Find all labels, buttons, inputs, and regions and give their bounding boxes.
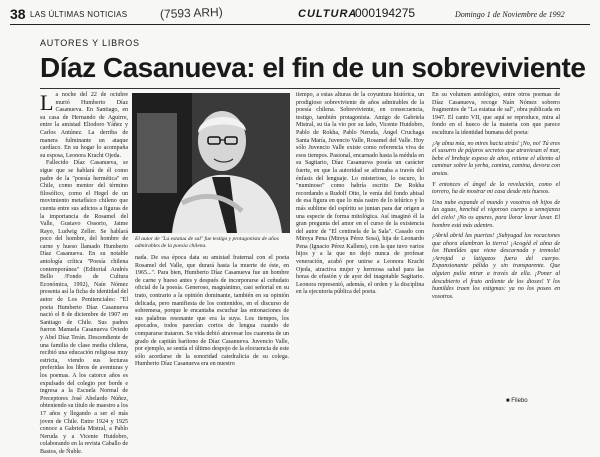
article-column-5: [432, 92, 560, 392]
archive-stamp: (7593 ARH): [159, 4, 223, 22]
author-credit: ■ Filebo: [506, 398, 528, 404]
poem-stanza: Una nube expande el mundo y vosotros oh hijos de las aguas, henchid el vigoroso cuerpo a semejanza del cielo! ¡No os apures, para llorar lavar lavar. El hombre está más adentro.: [432, 199, 560, 229]
paragraph: En su volumen antológico, entre otros poemas de Díaz Casanueva, recoge Naín Nómez sobrero fragmentos de "La estatua de sal", obra publicada en 1947. El canto VII, que aquí se reproduce, mira al fondo en el hueco de la materia con que parece escultura la identidad humana del poeta:: [432, 92, 560, 136]
drop-cap: L: [40, 90, 54, 115]
photo-caption: El autor de "La estatua de sal" fue testigo y protagonista de años admirables de la poesía chilena.: [135, 236, 279, 249]
portrait-illustration: [132, 93, 290, 233]
paragraph: Fallecido Díaz Casanueva, se sigue que se hablará de él como padre de la "poesía hermética" en Chile, como mentor del término filosófico, como el Hegel de un movimiento metafísico chileno que cuenta entre sus adictos a figuras de la importancia de Rosamel del Valle, Gustavo Ossorio, Jaime Rayo, Ludwig Zeller. Se hablará poco del hombre, del hombre de carne y hueso llamado Humberto Díaz Casanueva. En su notable antología crítica "Poesía chilena contemporánea" (Editorial Andrés Bello /Fondo de Cultura Económica, 1992), Naín Nómez presenta así la ficha de identidad del autor de Los Penitenciales: "El poeta Humberto Díaz Casanueva nació el 8 de diciembre de 1907 en Santiago de Chile. Sus padres fueron Manuela Casanueva Oviedo y Abel Díaz Terán. Descendiente de una familia de clase media chilena, recibió una educación religiosa muy estricta, viendo sus lecturas preferidas los libros de aventuras y los poemas. A los catorce años es expulsado del colegio por borde e ingresa a la Escuela Normal de Preceptores José Abelardo Núñez, obteniendo su título de maestro a los 17 años y llegando a ser el más joven de Chile. Entre 1924 y 1925 conoce a Gabriela Mistral, a Pablo Neruda y a Vicente Huidobro, colaborando en la revista Caballo de Bastos, de Ñuble.: [40, 160, 128, 455]
poem-stanza: ¡Abrid abrid las puertas! ¡Subyugad las vocaciones que ahora alumbran la tierra! ¡Acogéd el alma de los Humildes que viene descarnada y tremola! ¡Arrojad a latigazos fuera del cuerpo. Expansionante pálida y sin transparente. Que alguien pulía mirar a través de ella. ¡Poner al descubierto el fruto ardiente de los dioses! Y los humildes traen los estigmas: ya no los poseo en vosotros.: [432, 233, 560, 300]
article-kicker: AUTORES Y LIBROS: [40, 38, 140, 48]
article-column-1: [40, 90, 128, 455]
section-title: CULTURA: [298, 8, 358, 20]
archive-code: 000194275: [355, 6, 416, 20]
headline-rule: [40, 88, 560, 89]
poem-stanza: ¡Ay alma mía, no mires hacia atrás! ¡No, no! Tú eres el susurro de pájaros secretos que atraviesan el mar, bebe el brebaje espeso de años, retiene el aliento al caminar sobre la yerba, camina, camina, devora con ansias.: [432, 140, 560, 177]
publication-name: LAS ÚLTIMAS NOTICIAS: [30, 10, 128, 19]
author-photo: [132, 93, 290, 233]
author-name: Filebo: [511, 398, 528, 404]
paragraph: tiempo, a estas alturas de la coyuntura histórica, un prodigioso sobreviviente de años admirables de la poesía chilena. Sobreviviente, en consecuencia, testigo, también protagonista. Amigo de Gabriela Mistral, su tía la vio por su lado, Vicente Huidobro, Pablo de Rokha, Pablo Neruda, Ángel Cruchaga Santa María, Juvencio Valle, Rosamel del Valle. Hoy sólo Juvencio Valle existe como referencia viva de esos tiempos. Pasional, encarnado hasta la médula en su Sagitario, Díaz Casanueva poseía un carácter fuerte, en que la autoridad se afirmaba a través del énfasis del lenguaje. Lo misterioso, lo oscuro, lo "numinoso" como habría escrito De Rokha recordando a Rudolf Otto, le venía del fondo abisal de esa figura en que lo más rastro de lo telúrico y lo más sublime del espíritu se juntan para dar origen a una especie de forma mitológica. Así imaginó él la gran pregunta del amor en el curso de la existencia del autor de "El centinela de la Sala". Casado con Mireya Pena (Mireya Pérez Sosa), hija de Leonardo Pena (Ignacio Pérez Kallens), con la que tuvo varios hijos y a la que no dejó nunca de profesar veneración, acabó por unirse a Leonora Kracht Ojeda, atractiva mujer y hermosa salud para las horas de efusión y de ayer del inagotable Sagitario. Leonora representó, además, el orden y la disciplina en la ejecutoria pública del poeta.: [296, 92, 424, 296]
article-column-3: [296, 92, 424, 407]
paragraph: nada. De esa época data su amistad fraternal con el poeta Rosamel del Valle, que durará hasta la muerte de éste, en 1965...". Para bien, Humberto Díaz Casanueva fue un hombre de carne y hueso antes y después de incorporarse al ceñudato oficial de la poesía. Generoso, magnánimo, casi señorial en su trato, contrario a la opinión dominante, también en su opinión delicada, pero manifiesta de los contenidos, en el discurso de sobremesa, porque le encantaba escuchar las entonaciones de sus palabras resonante que era la suya. Los tiempos, los apocados, todos parecían cortos de lengua cuando de compararse trataron. Su vida debió atravesar los cuarenta de un grado de capitán barítono de Díaz Casanueva. Juvencio Valle, por ejemplo, se sentía el último despojo de la elocuencia de este sólo acordarse de la sonoridad catedralicia de su colega. Humberto Díaz Casanueva era en nuestro: [135, 255, 289, 368]
paragraph: a noche del 22 de octubre murió Humberto Díaz Casanueva. En Santiago, en su casa de Hernando de Aguirre, entre la amistad Eliodoro Yáñez y Carlos Antúnez. La derriba de manera fulminante un ataque cardíaco. En su hogar lo acompaña su esposa, Leonora Kracht Ojeda.: [40, 92, 128, 159]
page-number: 38: [10, 6, 26, 22]
poem-stanza: Y entonces el ángel de la revelación, como el torrero, ha de mostrar mi casa desde mis huesos.: [432, 181, 560, 196]
article-column-2: [135, 255, 289, 405]
issue-date: Domingo 1 de Noviembre de 1992: [455, 10, 565, 19]
header-rule: [10, 24, 590, 25]
page-header: [0, 0, 600, 30]
article-headline: Díaz Casanueva: el fin de un sobreviviente: [40, 52, 586, 83]
